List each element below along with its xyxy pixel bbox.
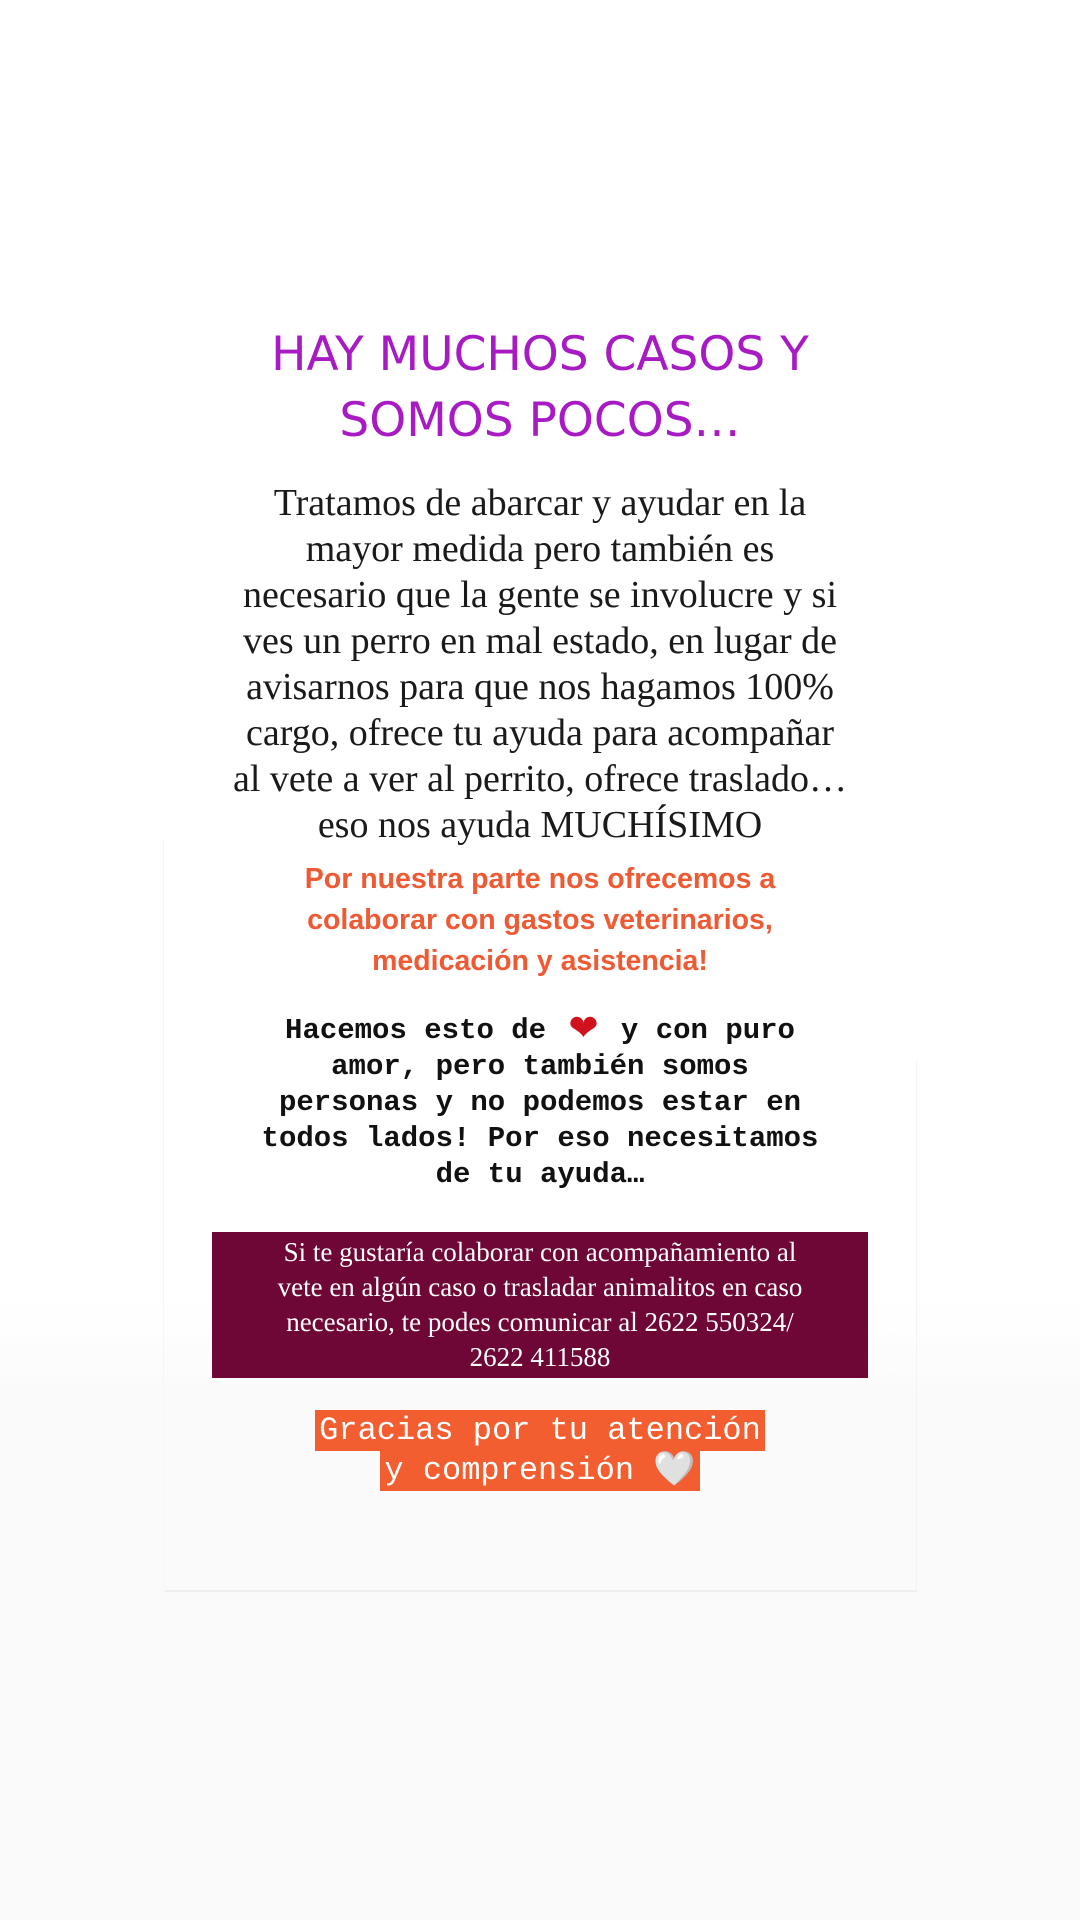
thanks-line-2	[200, 1451, 880, 1491]
intro-line-3: necesario que la gente se involucre y si	[242, 574, 838, 616]
love-line-3: personas y no podemos estar en	[278, 1086, 802, 1119]
card-bottom-edge	[165, 1590, 917, 1592]
intro-paragraph	[200, 480, 880, 848]
offer-line-2: colaborar con gastos veterinarios,	[307, 904, 773, 936]
love-line-4: todos lados! Por eso necesitamos	[261, 1122, 819, 1155]
contact-line-2: vete en algún caso o trasladar animalitos en caso	[277, 1272, 803, 1302]
contact-line-4: 2622 411588	[469, 1342, 611, 1372]
intro-line-7: al vete a ver al perrito, ofrece traslado…	[232, 758, 847, 800]
intro-line-8: eso nos ayuda MUCHÍSIMO	[317, 804, 763, 846]
love-line-2: amor, pero también somos	[331, 1050, 749, 1083]
contact-line-3: necesario, te podes comunicar al 2622 550324/	[286, 1307, 794, 1337]
intro-line-5: avisarnos para que nos hagamos 100%	[246, 666, 834, 708]
card-right-edge	[916, 1060, 917, 1592]
intro-line-1: Tratamos de abarcar y ayudar en la	[273, 482, 807, 524]
intro-line-4: ves un perro en mal estado, en lugar de	[242, 620, 838, 662]
thanks-line-2-text: y comprensión	[384, 1452, 635, 1489]
intro-line-2: mayor medida pero también es	[305, 528, 775, 570]
offer-paragraph	[200, 859, 880, 982]
headline-line-1: HAY MUCHOS CASOS Y	[271, 327, 809, 382]
red-heart-icon: ❤	[568, 1008, 599, 1049]
love-line-5: de tu ayuda…	[435, 1158, 645, 1191]
offer-line-1: Por nuestra parte nos ofrecemos a	[304, 863, 776, 895]
love-line-1-end: y con puro	[603, 1014, 795, 1047]
love-line-1	[200, 1008, 880, 1049]
contact-box	[212, 1232, 868, 1378]
thanks-highlight-1: Gracias por tu atención	[315, 1410, 765, 1451]
thanks-highlight-2	[380, 1450, 699, 1491]
intro-line-6: cargo, ofrece tu ayuda para acompañar	[246, 712, 834, 754]
thanks-line-1	[200, 1411, 880, 1451]
white-heart-icon: 🤍	[653, 1449, 696, 1489]
card-left-edge	[163, 840, 164, 1592]
love-line-1-start: Hacemos esto de	[285, 1014, 564, 1047]
contact-line-1: Si te gustaría colaborar con acompañamiento al	[283, 1237, 797, 1267]
love-paragraph	[200, 1008, 880, 1193]
offer-line-3: medicación y asistencia!	[372, 945, 708, 977]
headline-line-2: SOMOS POCOS…	[339, 393, 741, 448]
headline	[140, 322, 940, 454]
thanks-banner	[200, 1411, 880, 1491]
